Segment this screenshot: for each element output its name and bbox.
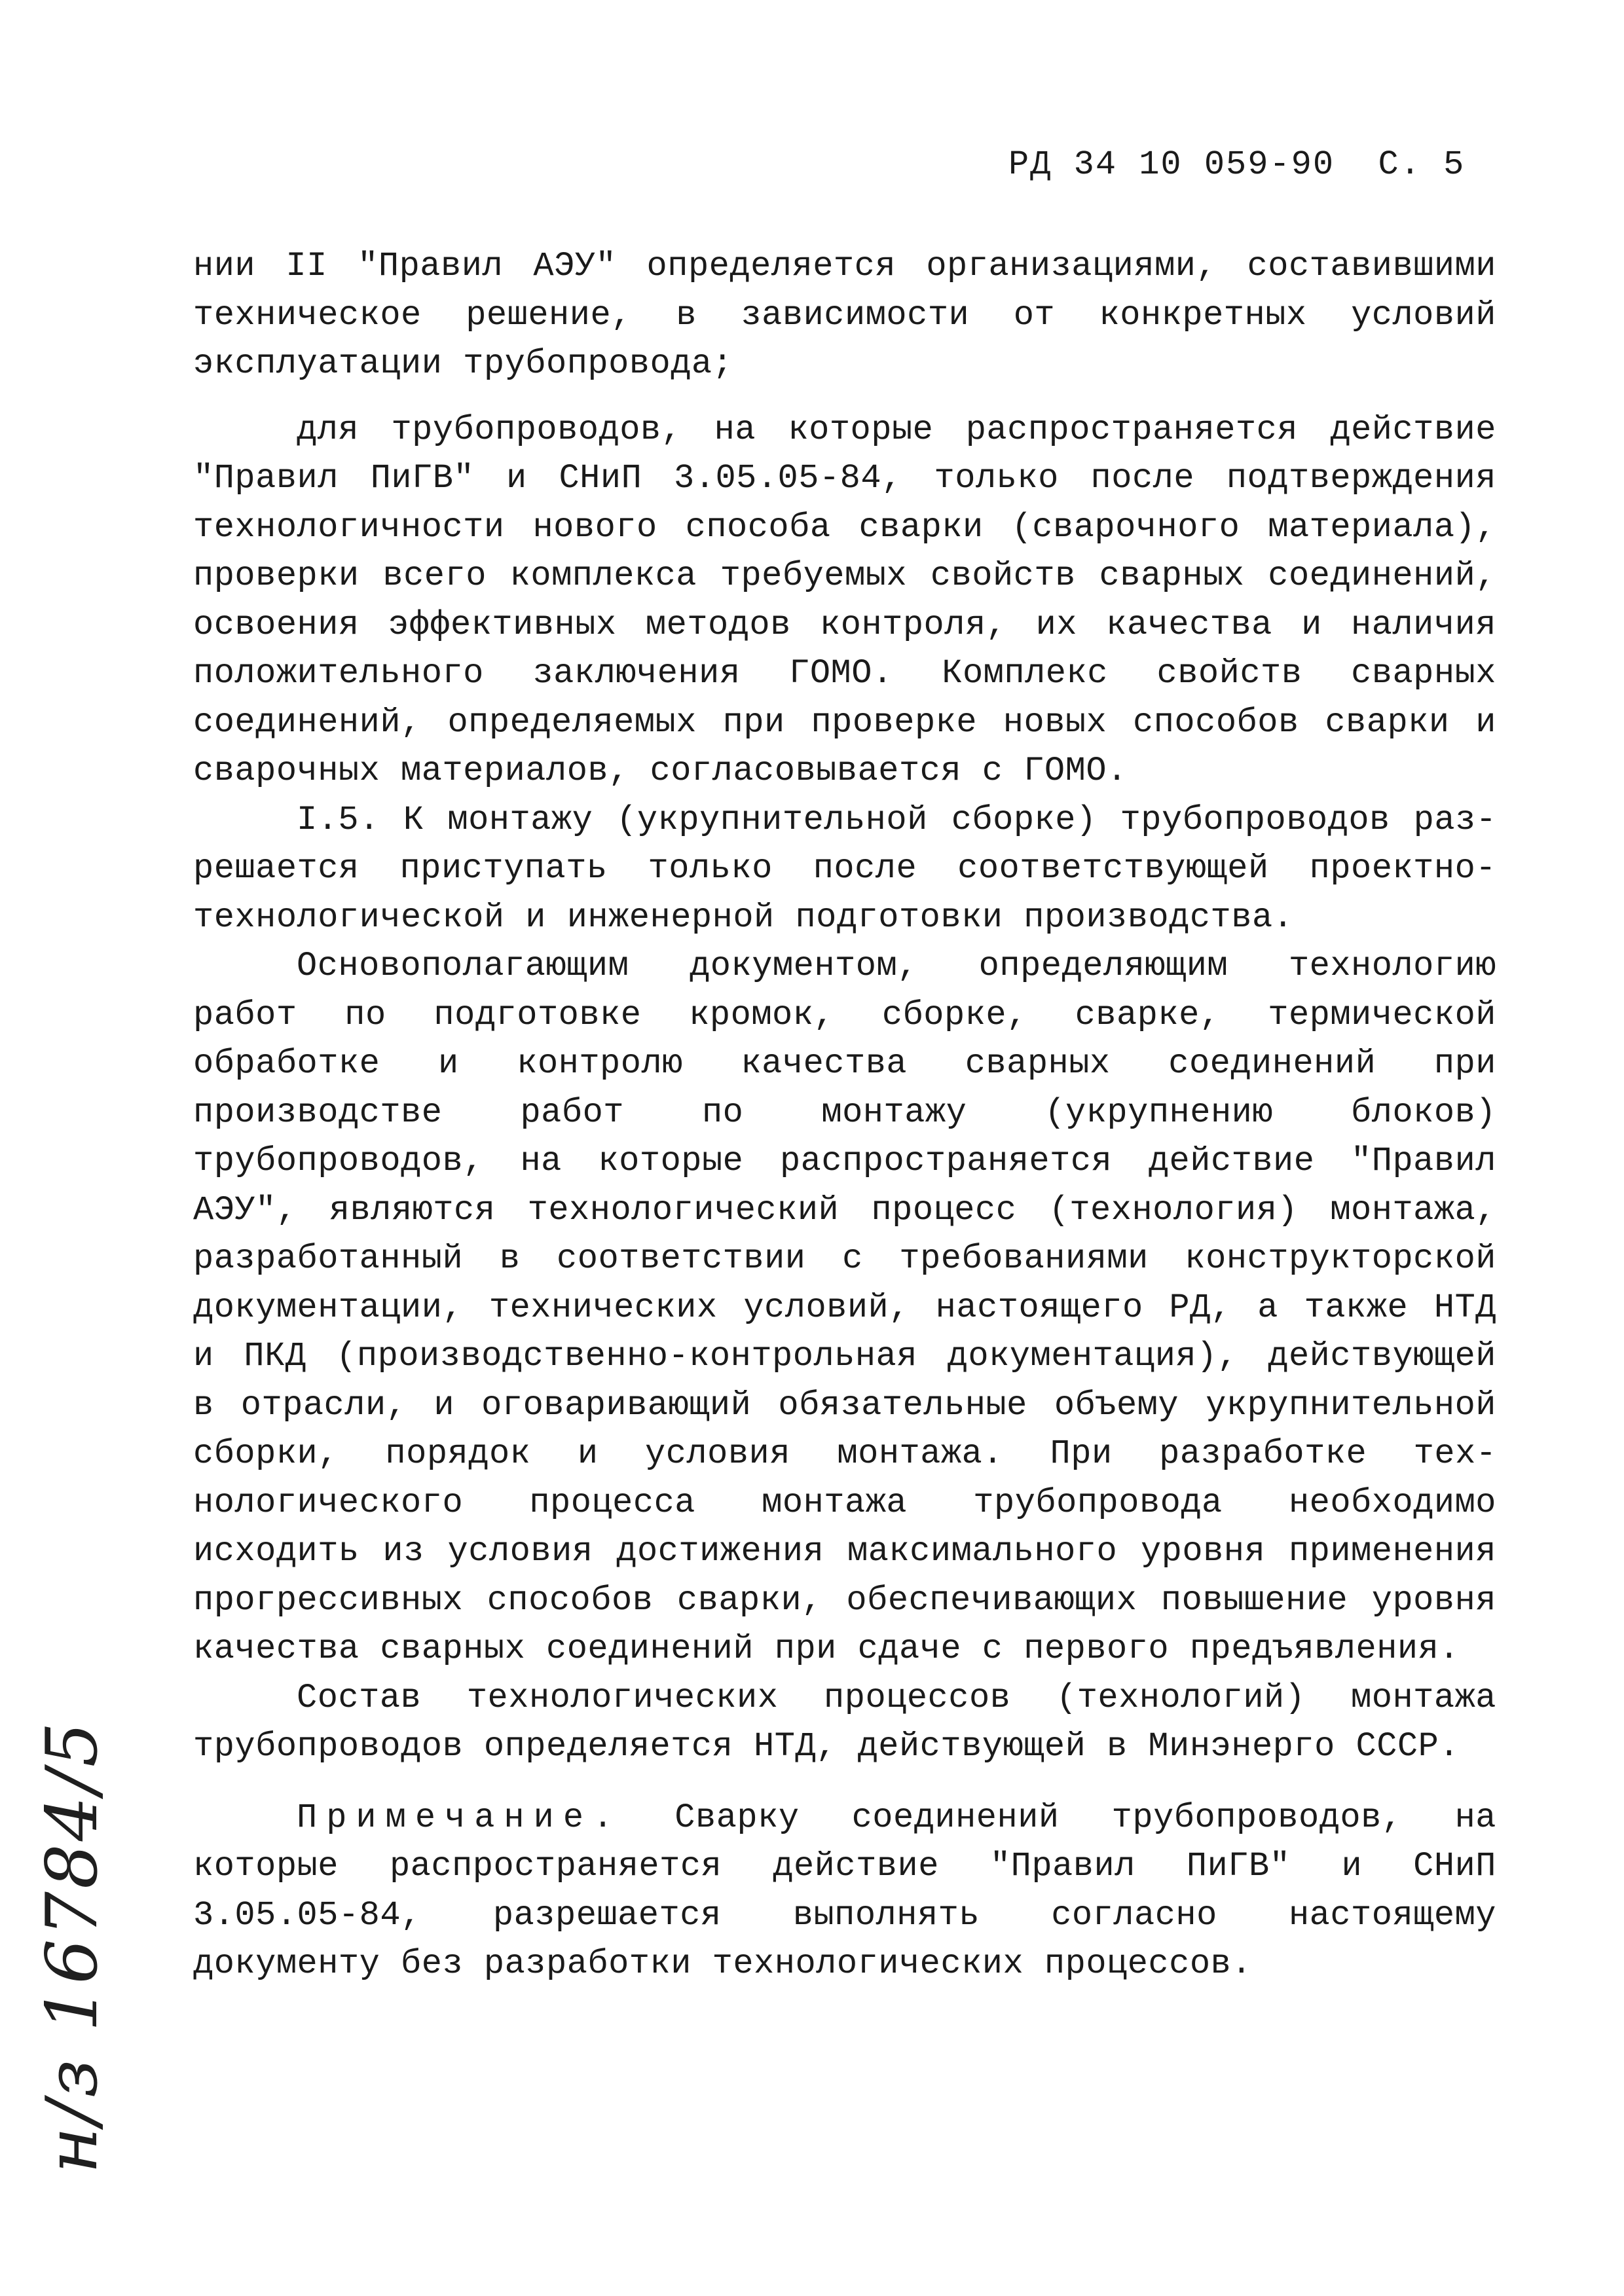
paragraph-process-composition: Состав технологических процессов (технологий) монтажа трубопроводов определяется НТД, действующей в Минэнерго СССР. [193,1678,1496,1766]
paragraph-clause-1-5: I.5. К монтажу (укрупнительной сборке) трубопроводов разрешается приступать только после соответствующей проектно-технологической и инженерной подготовки производства. [193,800,1496,937]
note-paragraph [193,1794,1496,1989]
page-number: С. 5 [1378,145,1466,184]
note-text: Сварку соединений трубопроводов, на которые распространяется действие "Правил ПиГВ" и СНиП 3.05.05-84, разрешается выполнять согласно настоящему документу без разработки технологических процессов. [193,1798,1496,1983]
document-body [193,242,1496,1989]
note-label: Примечание. [297,1798,623,1837]
handwritten-margin-note: н/з 16784/5 [31,1719,113,2174]
paragraph-pigv-requirements: для трубопроводов, на которые распространяется действие "Правил ПиГВ" и СНиП 3.05.05-84, только после подтверждения технологичности нового способа сварки (сварочного материала), проверки всего комплекса требуемых свойств сварных соединений, освоения эффективных методов контроля, их качества и наличия положительного заключения ГОМО. Комплекс свойств сварных соединений, определяемых при проверке новых способов сварки и сварочных материалов, согласовывается с ГОМО. [193,410,1496,790]
document-code: РД 34 10 059-90 [1008,145,1335,184]
page-header [1008,145,1465,184]
paragraph-base-document: Основополагающим документом, определяющим технологию работ по подготовке кромок, сборке, сварке, термической обработке и контролю качества сварных соединений при производстве работ по монтажу (укрупнению блоков) трубопроводов, на которые распространяется действие "Правил АЭУ", являются технологический процесс (технология) монтажа, разработанный в соответствии с требованиями конструкторской документации, технических условий, настоящего РД, а также НТД и ПКД (производственно-контрольная документация), действующей в отрасли, и оговаривающий обязательные объему укрупнительной сборки, порядок и условия монтажа. При разработке технологического процесса монтажа трубопровода необходимо исходить из условия достижения максимального уровня применения прогрессивных способов сварки, обеспечивающих повышение уровня качества сварных соединений при сдаче с первого предъявления. [193,947,1496,1668]
paragraph-continuation: нии II "Правил АЭУ" определяется организациями, составившими техническое решение, в зависимости от конкретных условий эксплуатации трубопровода; [193,247,1496,383]
